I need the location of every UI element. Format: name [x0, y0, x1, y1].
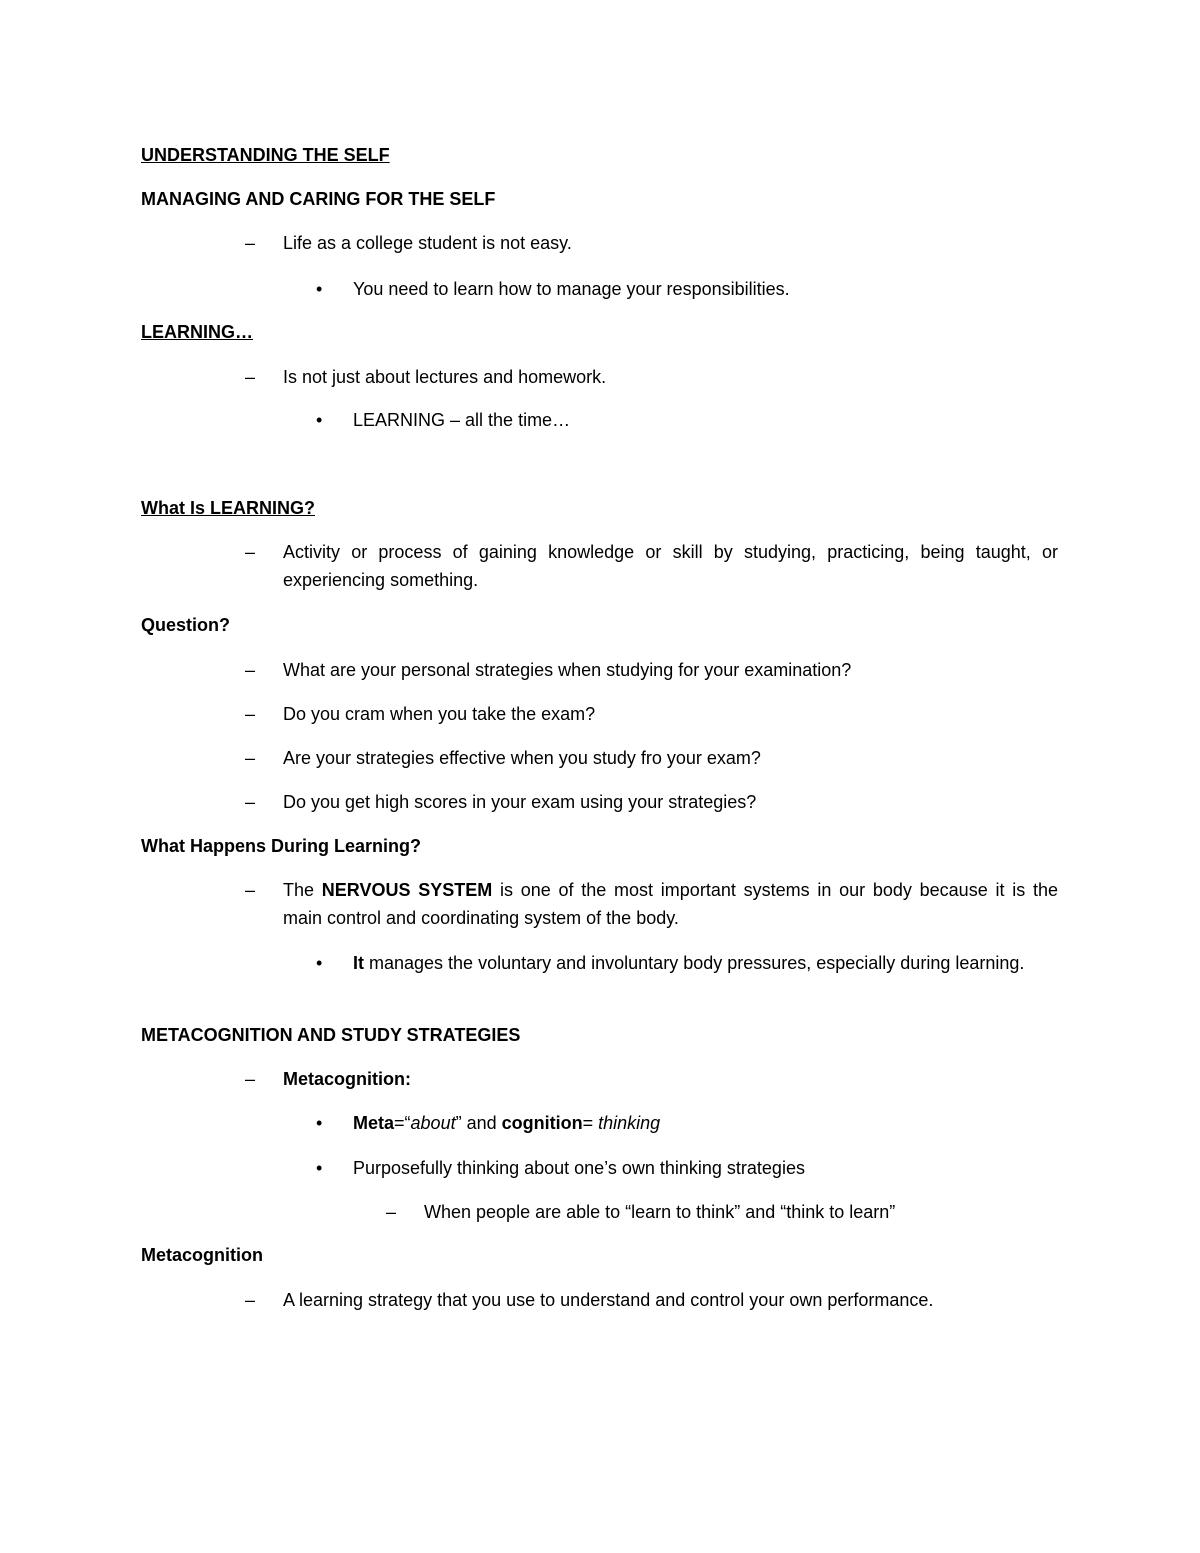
italic-text: thinking	[598, 1113, 661, 1133]
dash-marker: –	[386, 1202, 397, 1222]
heading-learning: LEARNING…	[141, 322, 253, 342]
bullet-marker: •	[316, 1158, 323, 1178]
text: =	[582, 1113, 599, 1133]
list-item: Is not just about lectures and homework.	[283, 367, 607, 387]
document-title: UNDERSTANDING THE SELF	[141, 145, 390, 165]
dash-marker: –	[245, 880, 256, 900]
text: ” and	[455, 1113, 502, 1133]
emphasis: NERVOUS SYSTEM	[321, 880, 493, 900]
italic-text: about	[410, 1113, 456, 1133]
dash-marker: –	[245, 1290, 256, 1310]
heading-what-happens: What Happens During Learning?	[141, 836, 422, 856]
list-item: Metacognition:	[283, 1069, 411, 1089]
dash-marker: –	[245, 542, 256, 562]
bullet-marker: •	[316, 410, 323, 430]
dash-marker: –	[245, 233, 256, 253]
heading-question: Question?	[141, 615, 230, 635]
heading-managing: MANAGING AND CARING FOR THE SELF	[141, 189, 496, 209]
list-item-it-manages	[353, 949, 1058, 977]
text: =“	[394, 1113, 411, 1133]
bullet-marker: •	[316, 1113, 323, 1133]
text: manages the voluntary and involuntary body pressures, especially during learning.	[364, 953, 1025, 973]
list-item: Life as a college student is not easy.	[283, 233, 572, 253]
dash-marker: –	[245, 1069, 256, 1089]
list-item: You need to learn how to manage your responsibilities.	[353, 279, 790, 299]
dash-marker: –	[245, 748, 256, 768]
list-item: Activity or process of gaining knowledge or skill by studying, practicing, being taught, or experiencing something.	[283, 542, 1058, 590]
list-item: Are your strategies effective when you study fro your exam?	[283, 748, 761, 768]
list-item: Do you get high scores in your exam using your strategies?	[283, 792, 757, 812]
emphasis: It	[353, 953, 364, 973]
dash-marker: –	[245, 704, 256, 724]
bullet-marker: •	[316, 953, 323, 973]
list-item: A learning strategy that you use to understand and control your own performance.	[283, 1290, 934, 1310]
text: is one of the most important systems in our body because it is the main control and coordinating system of the body.	[283, 880, 1058, 928]
list-item: Do you cram when you take the exam?	[283, 704, 596, 724]
emphasis: Meta	[353, 1113, 395, 1133]
list-item: LEARNING – all the time…	[353, 410, 571, 430]
list-item: Purposefully thinking about one’s own thinking strategies	[353, 1158, 805, 1178]
bullet-marker: •	[316, 279, 323, 299]
dash-marker: –	[245, 792, 256, 812]
dash-marker: –	[245, 660, 256, 680]
list-item-nervous-system	[283, 876, 1058, 932]
list-item-meta-definition	[353, 1109, 660, 1137]
heading-what-is-learning: What Is LEARNING?	[141, 498, 315, 518]
emphasis: cognition	[501, 1113, 583, 1133]
heading-metacognition: Metacognition	[141, 1245, 263, 1265]
list-item: What are your personal strategies when studying for your examination?	[283, 660, 852, 680]
heading-metacognition-strategies: METACOGNITION AND STUDY STRATEGIES	[141, 1025, 521, 1045]
list-item: When people are able to “learn to think” and “think to learn”	[424, 1202, 896, 1222]
dash-marker: –	[245, 367, 256, 387]
text: The	[283, 880, 322, 900]
